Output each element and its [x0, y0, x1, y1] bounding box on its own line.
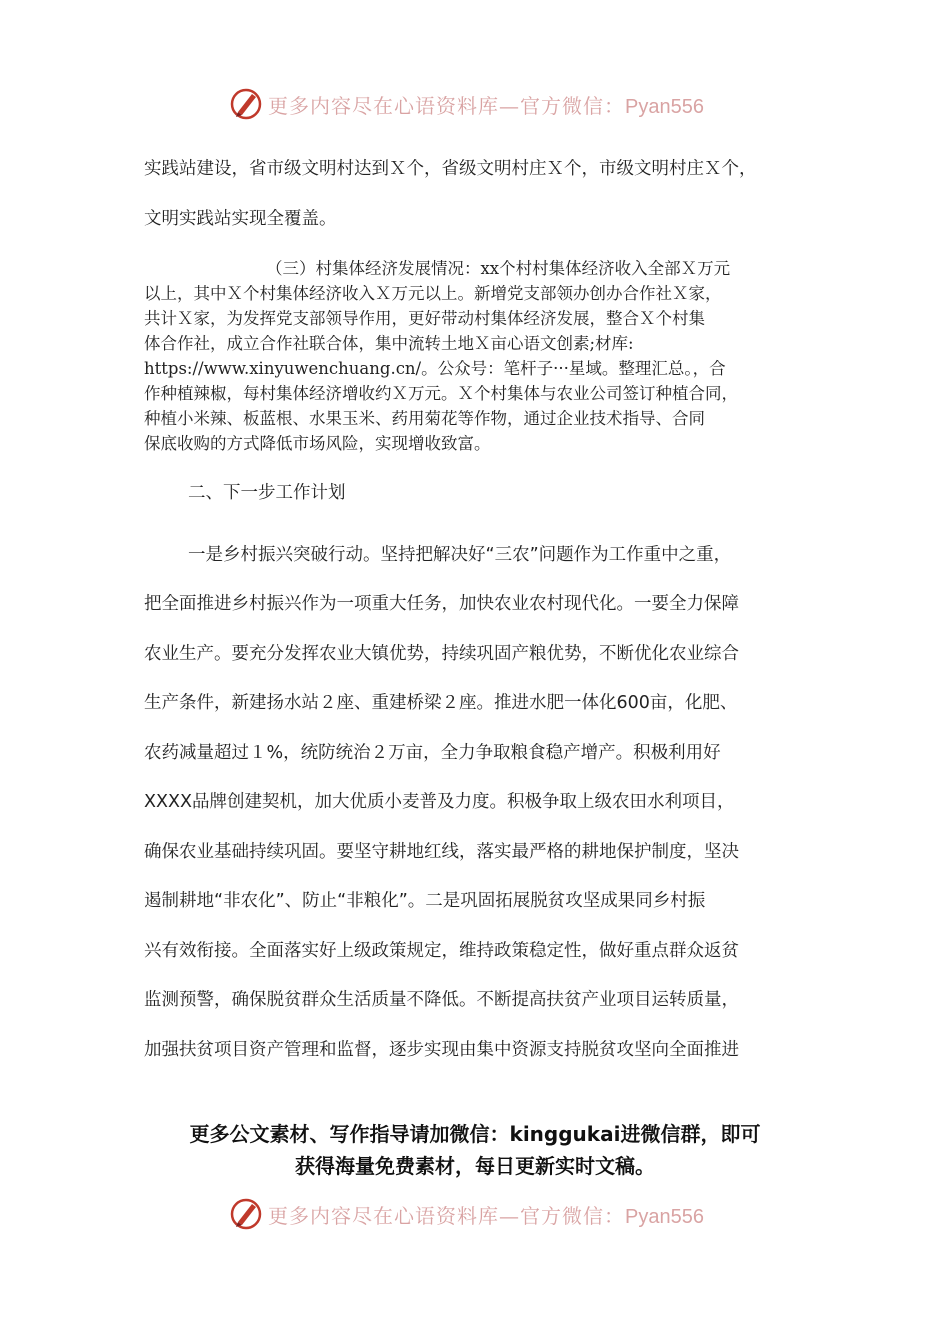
paragraph-line: 作种植辣椒，每村集体经济增收约Ｘ万元。Ｘ个村集体与农业公司签订种植合同， [144, 384, 738, 403]
paragraph-line: 生产条件，新建扬水站２座、重建桥梁２座。推进水肥一体化600亩，化肥、 [144, 693, 738, 713]
paragraph-line: 把全面推进乡村振兴作为一项重大任务，加快农业农村现代化。一要全力保障 [144, 594, 739, 614]
paragraph-line: 共计Ｘ家，为发挥党支部领导作用，更好带动村集体经济发展，整合Ｘ个村集 [144, 309, 705, 328]
paragraph-line: 兴有效衔接。全面落实好上级政策规定，维持政策稳定性，做好重点群众返贫 [144, 941, 739, 961]
paragraph-line: https://www.xinyuwenchuang.cn/。公众号：笔杆子···星域。整理汇总。，合 [144, 359, 726, 378]
pen-logo-icon [228, 1196, 264, 1232]
paragraph-line: （三）村集体经济发展情况：xx个村村集体经济收入全部Ｘ万元 [266, 259, 731, 278]
paragraph-line: 实践站建设，省市级文明村达到Ｘ个，省级文明村庄Ｘ个，市级文明村庄Ｘ个， [144, 159, 757, 179]
paragraph-line: 文明实践站实现全覆盖。 [144, 209, 337, 229]
paragraph-line: 农业生产。要充分发挥农业大镇优势，持续巩固产粮优势，不断优化农业综合 [144, 644, 739, 664]
banner-text: 更多内容尽在心语资料库—官方微信：Pyan556 [268, 93, 704, 118]
paragraph-line: 遏制耕地“非农化”、防止“非粮化”。二是巩固拓展脱贫攻坚成果同乡村振 [144, 891, 706, 911]
paragraph-line: 保底收购的方式降低市场风险，实现增收致富。 [144, 434, 491, 453]
paragraph-line: 一是乡村振兴突破行动。坚持把解决好“三农”问题作为工作重中之重， [188, 545, 732, 565]
section-heading: 二、下一步工作计划 [188, 483, 346, 503]
paragraph-line: 加强扶贫项目资产管理和监督，逐步实现由集中资源支持脱贫攻坚向全面推进 [144, 1040, 739, 1060]
paragraph-line: 农药减量超过１%，统防统治２万亩，全力争取粮食稳产增产。积极利用好 [144, 743, 721, 763]
footer-banner [228, 1194, 728, 1234]
paragraph-line: 以上，其中Ｘ个村集体经济收入Ｘ万元以上。新增党支部领办创办合作社Ｘ家， [144, 284, 722, 303]
paragraph-line: 种植小米辣、板蓝根、水果玉米、药用菊花等作物，通过企业技术指导、合同 [144, 409, 705, 428]
paragraph-line: 体合作社，成立合作社联合体，集中流转土地Ｘ亩心语文创素;材库: [144, 334, 634, 353]
footer-promo-note [120, 1118, 830, 1182]
paragraph-line: XXXX品牌创建契机，加大优质小麦普及力度。积极争取上级农田水利项目， [144, 792, 735, 812]
header-banner [228, 84, 728, 124]
pen-logo-icon [228, 86, 264, 122]
paragraph-line: 监测预警，确保脱贫群众生活质量不降低。不断提高扶贫产业项目运转质量， [144, 990, 739, 1010]
banner-text: 更多内容尽在心语资料库—官方微信：Pyan556 [268, 1203, 704, 1228]
footer-note-line: 更多公文素材、写作指导请加微信：kinggukai进微信群，即可 [189, 1122, 761, 1146]
paragraph-line: 确保农业基础持续巩固。要坚守耕地红线，落实最严格的耕地保护制度，坚决 [144, 842, 739, 862]
footer-note-line: 获得海量免费素材，每日更新实时文稿。 [295, 1154, 655, 1178]
